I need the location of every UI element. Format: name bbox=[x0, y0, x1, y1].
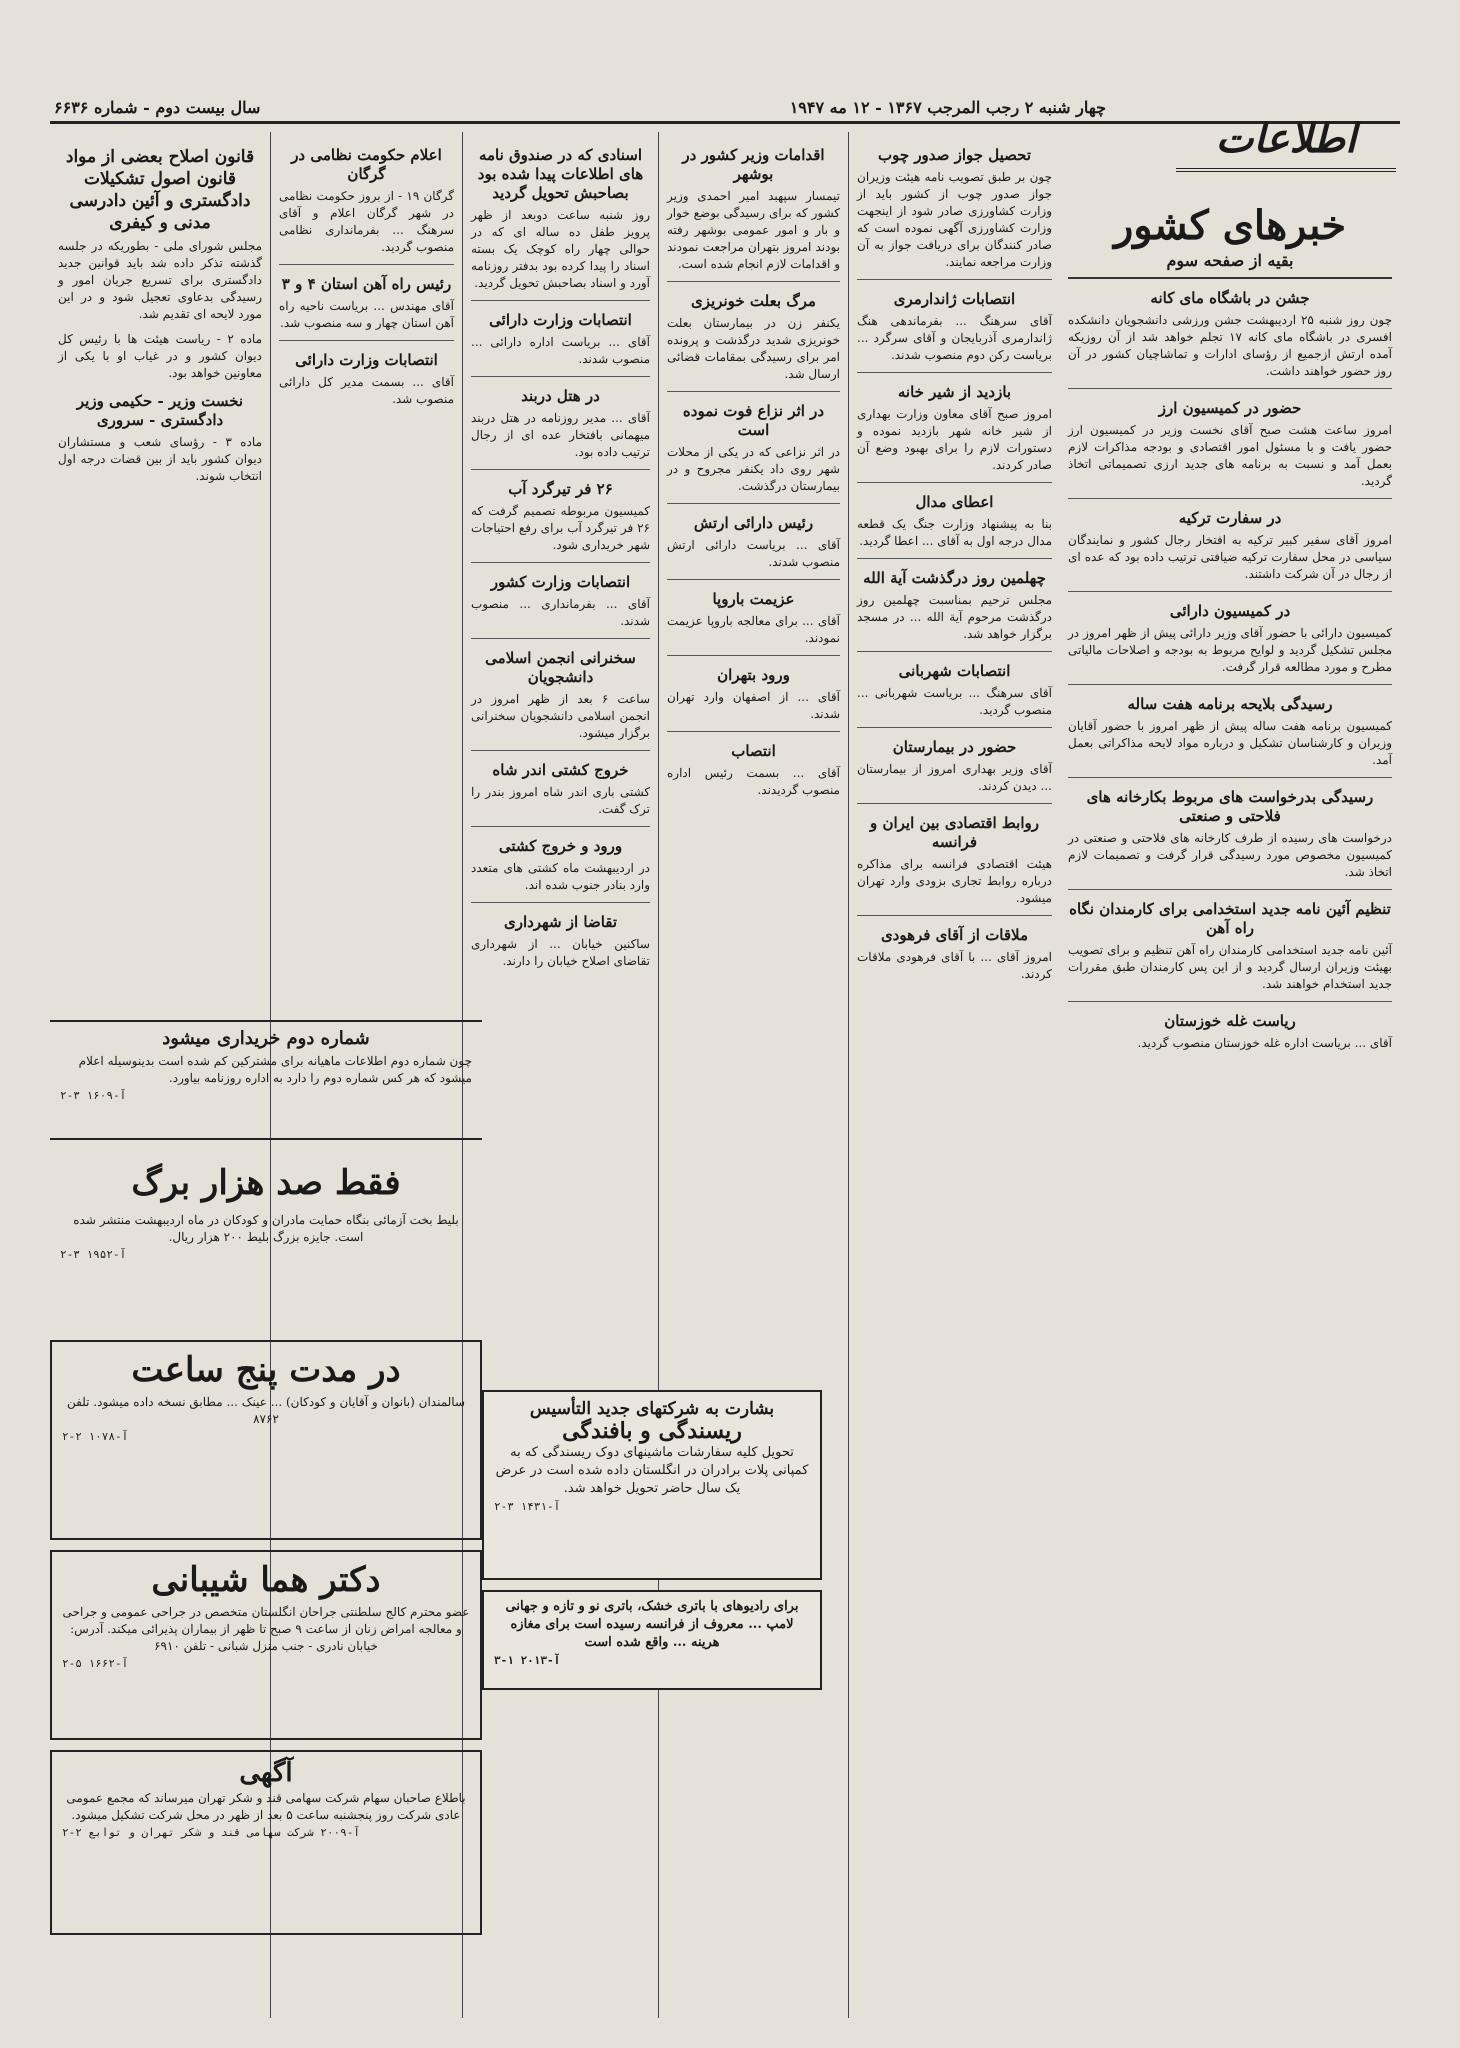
divider bbox=[1068, 591, 1392, 592]
news-headline: عزیمت باروپا bbox=[712, 590, 795, 608]
news-headline: انتصابات ژاندارمری bbox=[893, 290, 1016, 308]
news-body: در اردیبهشت ماه کشتی های متعدد وارد بنادر جنوب شده اند. bbox=[471, 861, 650, 892]
ad-radio-text: برای رادیوهای با باتری خشک، باتری نو و تازه و جهانی لامپ ... معروف از فرانسه رسیده است برای مغازه هرینه ... واقع شده است bbox=[505, 1599, 799, 1650]
ad-lottery-title: فقط صد هزار برگ bbox=[131, 1163, 401, 1203]
news-body: چون روز شنبه ۲۵ اردیبهشت جشن ورزشی دانشجویان دانشکده افسری در باشگاه مای کانه ۱۷ تجلم خواهد شد از آن روزیکه آمده ارتش ازجمیع از رؤسای ادارات و تماشاچیان کشور در آن روز حضور خواهند داشت. bbox=[1068, 313, 1392, 378]
news-headline: بازدید از شیر خانه bbox=[897, 383, 1012, 401]
ad-lottery-text: بلیط بخت آزمائی بنگاه حمایت مادران و کودکان در ماه اردیبهشت منتشر شده است. جایزه بزرگ بلیط ۲۰۰ هزار ریال. bbox=[73, 1213, 459, 1244]
ad-five-hours bbox=[50, 1340, 482, 1540]
news-body: یکنفر زن در بیمارستان بعلت خونریزی شدید درگذشت و پرونده امر برای رسیدگی بمقامات قضائی ارسال شد. bbox=[667, 316, 840, 381]
news-body: آقای ... بفرمانداری ... منصوب شدند. bbox=[471, 597, 650, 628]
divider bbox=[1068, 889, 1392, 890]
divider bbox=[667, 391, 840, 392]
news-headline: رسیدگی بلایحه برنامه هفت ساله bbox=[1127, 695, 1333, 713]
ad-spinning-code: ۲-۳ آ-۱۴۳۱ bbox=[494, 1500, 561, 1513]
newspaper-logo: اطلاعات bbox=[1176, 108, 1396, 172]
ad-doctor bbox=[50, 1550, 482, 1740]
divider bbox=[667, 503, 840, 504]
divider bbox=[471, 376, 650, 377]
column-national-news bbox=[1060, 132, 1400, 2018]
news-headline: انتصابات وزارت دارائی bbox=[295, 351, 438, 369]
news-body: هیئت اقتصادی فرانسه برای مذاکره درباره روابط تجاری بزودی وارد تهران میشود. bbox=[857, 857, 1052, 905]
ad-lottery-code: ۲-۳ آ-۱۹۵۲ bbox=[60, 1248, 127, 1261]
ad-spinning-title: بشارت به شرکتهای جدید التأسیس bbox=[529, 1399, 775, 1419]
ad-subscription-title: شماره دوم خریداری میشود bbox=[162, 1028, 370, 1049]
news-headline: انتصاب bbox=[731, 742, 776, 760]
ad-subscription bbox=[50, 1020, 482, 1140]
news-headline: در سفارت ترکیه bbox=[1178, 509, 1282, 527]
divider bbox=[279, 340, 454, 341]
news-body: آقای ... بسمت رئیس اداره منصوب گردیدند. bbox=[667, 766, 840, 797]
ad-doctor-text: عضو محترم کالج سلطنتی جراحان انگلستان متخصص در جراحی عمومی و جراحی و معالجه امراض زنان از ساعت ۹ صبح تا ظهر از بیماران پذیرائی میکند. آدرس: خیابان نادری - جنب منزل شبانی - تلفن ۶۹۱۰ bbox=[62, 1605, 470, 1653]
divider bbox=[1068, 1001, 1392, 1002]
news-headline: ملاقات از آقای فرهودی bbox=[880, 926, 1029, 944]
ad-spinning bbox=[482, 1390, 822, 1580]
news-headline: در کمیسیون دارائی bbox=[1169, 602, 1291, 620]
news-headline: رئیس دارائی ارتش bbox=[693, 514, 814, 532]
news-headline: مرگ بعلت خونریزی bbox=[691, 292, 816, 310]
news-body: مجلس ترحیم بمناسبت چهلمین روز درگذشت مرحوم آیة الله ... در مسجد برگزار خواهد شد. bbox=[857, 593, 1052, 641]
divider bbox=[667, 281, 840, 282]
news-body: روز شنبه ساعت دوبعد از ظهر پرویز طفل ده ساله ای که در حوالی چهار راه کوچک یک بسته اسناد را پیدا کرده بود بدفتر روزنامه آورد و اسناد بصاحبش تحویل گردید. bbox=[471, 208, 650, 290]
divider bbox=[279, 264, 454, 265]
law-text-2: ماده ۲ - ریاست هیئت ها با رئیس کل دیوان کشور و در غیاب او با یکی از معاونین خواهد بود. bbox=[58, 332, 263, 380]
divider bbox=[857, 915, 1052, 916]
news-headline: سخنرانی انجمن اسلامی دانشجویان bbox=[485, 649, 636, 686]
news-body: آقای سرهنگ ... بفرماندهی هنگ ژاندارمری آذربایجان و آقای سرگرد ... بریاست رکن دوم منصوب شدند. bbox=[857, 314, 1052, 362]
masthead-issue: سال بیست دوم - شماره ۶۶۳۶ bbox=[54, 98, 261, 117]
news-headline: حضور در بیمارستان bbox=[892, 738, 1017, 756]
news-body: آقای ... بریاست اداره دارائی ... منصوب شدند. bbox=[471, 335, 650, 366]
news-body: آقای ... بریاست دارائی ارتش منصوب شدند. bbox=[667, 538, 840, 569]
news-headline: تنظیم آئین نامه جدید استخدامی برای کارمندان نگاه راه آهن bbox=[1069, 900, 1391, 937]
news-headline: اسنادی که در صندوق نامه های اطلاعات پیدا شده بود بصاحبش تحویل گردید bbox=[477, 146, 644, 202]
divider bbox=[857, 803, 1052, 804]
ad-radio-code: آ-۲۰۱۳ ۱-۳ bbox=[494, 1654, 561, 1667]
divider bbox=[857, 279, 1052, 280]
ad-notice-title: آگهی bbox=[239, 1758, 293, 1788]
ad-subscription-code: ۲-۳ آ-۱۶۰۹ bbox=[60, 1089, 127, 1102]
news-headline: ۲۶ فر تیرگرد آب bbox=[508, 480, 613, 498]
news-body: امروز آقای سفیر کبیر ترکیه به افتخار رجال کشور و نمایندگان سیاسی در محل سفارت ترکیه ضیافتی ترتیب داده بود که عده ای از رجال در آن شرکت داشتند. bbox=[1068, 533, 1392, 581]
news-body: آئین نامه جدید استخدامی کارمندان راه آهن تنظیم و برای تصویب بهیئت وزیران ارسال گردید و از این پس کارمندان طبق مقررات جدید استخدام خواهند شد. bbox=[1068, 943, 1392, 991]
news-body: امروز آقای ... با آقای فرهودی ملاقات کردند. bbox=[857, 950, 1052, 981]
divider bbox=[471, 902, 650, 903]
news-headline: تحصیل جواز صدور چوب bbox=[877, 146, 1032, 164]
divider bbox=[667, 579, 840, 580]
news-body: کمیسیون دارائی با حضور آقای وزیر دارائی پیش از ظهر امروز در مجلس تشکیل گردید و لوایح مربوط به بودجه و اصلاحات مالیاتی مطرح و مورد مطالعه قرار گرفت. bbox=[1068, 626, 1392, 674]
news-body: آقای ... بسمت مدیر کل دارائی منصوب شد. bbox=[279, 375, 454, 406]
divider bbox=[857, 372, 1052, 373]
news-headline: رئیس راه آهن استان ۴ و ۳ bbox=[281, 275, 452, 293]
news-body: آقای سرهنگ ... بریاست شهربانی ... منصوب گردید. bbox=[857, 686, 1052, 717]
divider bbox=[471, 750, 650, 751]
news-headline: خروج کشتی اندر شاه bbox=[492, 761, 629, 779]
news-headline: ریاست غله خوزستان bbox=[1164, 1012, 1296, 1030]
divider bbox=[857, 727, 1052, 728]
section-title: خبرهای کشور bbox=[1113, 202, 1347, 249]
divider bbox=[667, 655, 840, 656]
divider bbox=[857, 482, 1052, 483]
news-body: کمیسیون مربوطه تصمیم گرفت که ۲۶ فر تیرگرد آب برای رفع احتیاجات شهر خریداری شود. bbox=[471, 504, 650, 552]
news-headline: رسیدگی بدرخواست های مربوط بکارخانه های فلاحتی و صنعتی bbox=[1086, 788, 1374, 825]
news-body: درخواست های رسیده از طرف کارخانه های فلاحتی و صنعتی در کمیسیون مخصوص مورد رسیدگی قرار گرفت و تصمیمات لازم اتخاذ شد. bbox=[1068, 831, 1392, 879]
news-body: گرگان ۱۹ - از بروز حکومت نظامی در شهر گرگان اعلام و آقای سرهنگ ... بفرمانداری نظامی منصوب گردید. bbox=[279, 189, 454, 254]
news-headline: چهلمین روز درگذشت آیة الله bbox=[863, 569, 1046, 587]
ad-five-hours-title: در مدت پنج ساعت bbox=[131, 1350, 401, 1390]
ad-five-hours-code: ۲-۲ آ-۱۰۷۸ bbox=[62, 1430, 129, 1443]
law-signatures: نخست وزیر - حکیمی وزیر دادگستری - سروری bbox=[76, 392, 244, 429]
news-body: امروز ساعت هشت صبح آقای نخست وزیر در کمیسیون ارز حضور یافت و با مسئول امور اقتصادی و بودجه مذاکرات لازم بعمل آمد و نسبت به برنامه های جدید ارزی تصمیماتی اتخاذ گردید. bbox=[1068, 423, 1392, 488]
divider bbox=[471, 562, 650, 563]
news-body: آقای ... برای معالجه باروپا عزیمت نمودند. bbox=[667, 614, 840, 645]
masthead-date: چهار شنبه ۲ رجب المرجب ۱۳۶۷ - ۱۲ مه ۱۹۴۷ bbox=[789, 98, 1106, 117]
news-body: آقای ... بریاست اداره غله خوزستان منصوب گردید. bbox=[1137, 1036, 1392, 1050]
news-body: کمیسیون برنامه هفت ساله پیش از ظهر امروز با حضور آقایان وزیران و کارشناسان تشکیل و درباره مواد لایحه مذاکراتی بعمل آمد. bbox=[1068, 719, 1392, 767]
divider bbox=[471, 638, 650, 639]
news-body: آقای مهندس ... بریاست ناحیه راه آهن استان چهار و سه منصوب شد. bbox=[279, 299, 454, 330]
news-headline: جشن در باشگاه مای کانه bbox=[1150, 289, 1310, 307]
news-headline: حضور در کمیسیون ارز bbox=[1158, 399, 1302, 417]
ad-doctor-code: ۲-۵ آ-۱۶۶۲ bbox=[62, 1657, 129, 1670]
news-body: تیمسار سپهبد امیر احمدی وزیر کشور که برای رسیدگی بوضع خوار و بار و امور عمومی بوشهر رفته بودند امروز بتهران مراجعت نمودند و اقدامات لازم انجام شده است. bbox=[667, 189, 840, 271]
column-5 bbox=[848, 132, 1060, 2018]
news-headline: تقاضا از شهرداری bbox=[503, 913, 618, 931]
news-headline: ورود و خروج کشتی bbox=[498, 837, 623, 855]
ad-notice-text: باطلاع صاحبان سهام شرکت سهامی قند و شکر تهران میرساند که مجمع عمومی عادی شرکت روز پنجشنبه ساعت ۵ بعد از ظهر در محل شرکت تشکیل میشود. bbox=[66, 1791, 466, 1822]
ad-radio bbox=[482, 1590, 822, 1690]
law-text-3: ماده ۳ - رؤسای شعب و مستشاران دیوان کشور باید از بین قضات درجه اول انتخاب شوند. bbox=[58, 435, 262, 483]
ad-spinning-subtitle: ریسندگی و بافندگی bbox=[562, 1418, 742, 1444]
news-headline: در اثر نزاع فوت نموده است bbox=[682, 402, 825, 439]
ad-subscription-text: چون شماره دوم اطلاعات ماهیانه برای مشترکین کم شده است بدینوسیله اعلام میشود که هر کس شماره دوم را دارد به اداره روزنامه بیاورد. bbox=[78, 1054, 472, 1085]
law-text-1: مجلس شورای ملی - بطوریکه در جلسه گذشته تذکر داده شد باید قوانین جدید دادگستری برای تسریع جریان امور و رسیدگی بدعاوی تعجیل شود و در این مورد لایحه ای تقدیم شد. bbox=[58, 239, 262, 321]
divider bbox=[1068, 388, 1392, 389]
news-body: امروز صبح آقای معاون وزارت بهداری از شیر خانه شهر بازدید نموده و دستورات لازم را برای بهبود وضع آن صادر کردند. bbox=[857, 407, 1052, 472]
ad-doctor-title: دکتر هما شیبانی bbox=[151, 1560, 381, 1600]
news-headline: انتصابات وزارت کشور bbox=[490, 573, 631, 591]
divider bbox=[1068, 277, 1392, 279]
news-headline: اعطای مدال bbox=[915, 493, 994, 511]
divider bbox=[857, 651, 1052, 652]
section-subtitle: بقیه از صفحه سوم bbox=[1166, 251, 1294, 270]
divider bbox=[1068, 684, 1392, 685]
news-body: در اثر نزاعی که در یکی از محلات شهر روی داد یکنفر مجروح و در بیمارستان درگذشت. bbox=[667, 445, 840, 493]
news-body: آقای وزیر بهداری امروز از بیمارستان ... دیدن کردند. bbox=[857, 762, 1052, 793]
ad-notice-code: ۲-۲ آ-۲۰۰۹ شرکت سهامی قند و شکر تهران و توابع bbox=[62, 1826, 361, 1839]
column-4 bbox=[658, 132, 848, 2018]
divider bbox=[1068, 777, 1392, 778]
law-title: قانون اصلاح بعضی از مواد قانون اصول تشکیلات دادگستری و آئین دادرسی مدنی و کیفری bbox=[65, 147, 255, 233]
news-headline: اقدامات وزیر کشور در بوشهر bbox=[682, 146, 825, 183]
news-body: بنا به پیشنهاد وزارت جنگ یک قطعه مدال درجه اول به آقای ... اعطا گردید. bbox=[857, 517, 1052, 548]
divider bbox=[471, 300, 650, 301]
news-body: آقای ... از اصفهان وارد تهران شدند. bbox=[667, 690, 840, 721]
news-body: ساعت ۶ بعد از ظهر امروز در انجمن اسلامی دانشجویان سخنرانی برگزار میشود. bbox=[471, 692, 651, 740]
news-headline: در هتل دربند bbox=[521, 387, 600, 405]
news-headline: انتصابات شهربانی bbox=[898, 662, 1011, 680]
divider bbox=[471, 826, 650, 827]
ad-lottery bbox=[50, 1150, 482, 1330]
ad-spinning-text: تحویل کلیه سفارشات ماشینهای دوک ریسندگی که به کمپانی پلات برادران در انگلستان داده شده است در عرض یک سال حاضر تحویل خواهد شد. bbox=[495, 1445, 809, 1496]
ad-five-hours-text: سالمندان (بانوان و آقایان و کودکان) ... عینک ... مطابق نسخه داده میشود. تلفن ۸۷۶۲ bbox=[66, 1395, 466, 1426]
news-headline: اعلام حکومت نظامی در گرگان bbox=[291, 146, 442, 183]
divider bbox=[857, 558, 1052, 559]
news-body: آقای ... مدیر روزنامه در هتل دربند میهمانی بافتخار عده ای از رجال ترتیب داده بود. bbox=[471, 411, 650, 459]
news-body: کشتی باری اندر شاه امروز بندر را ترک گفت. bbox=[471, 785, 650, 816]
news-headline: ورود بتهران bbox=[717, 666, 790, 684]
news-headline: انتصابات وزارت دارائی bbox=[489, 311, 632, 329]
news-body: چون بر طبق تصویب نامه هیئت وزیران جواز صدور چوب از کشور باید از وزارت کشاورزی صادر شود از اینجهت وزارت کشاورزی آگهی نموده است که صادر کنندگان برای دریافت جواز به آن وزارت مراجعه نمایند. bbox=[857, 170, 1052, 269]
column-3 bbox=[462, 132, 658, 2018]
divider bbox=[471, 469, 650, 470]
divider bbox=[1068, 498, 1392, 499]
divider bbox=[667, 731, 840, 732]
news-headline: روابط اقتصادی بین ایران و فرانسه bbox=[870, 814, 1039, 851]
ad-notice bbox=[50, 1750, 482, 1935]
news-body: ساکنین خیابان ... از شهرداری تقاضای اصلاح خیابان را دارند. bbox=[471, 937, 650, 968]
